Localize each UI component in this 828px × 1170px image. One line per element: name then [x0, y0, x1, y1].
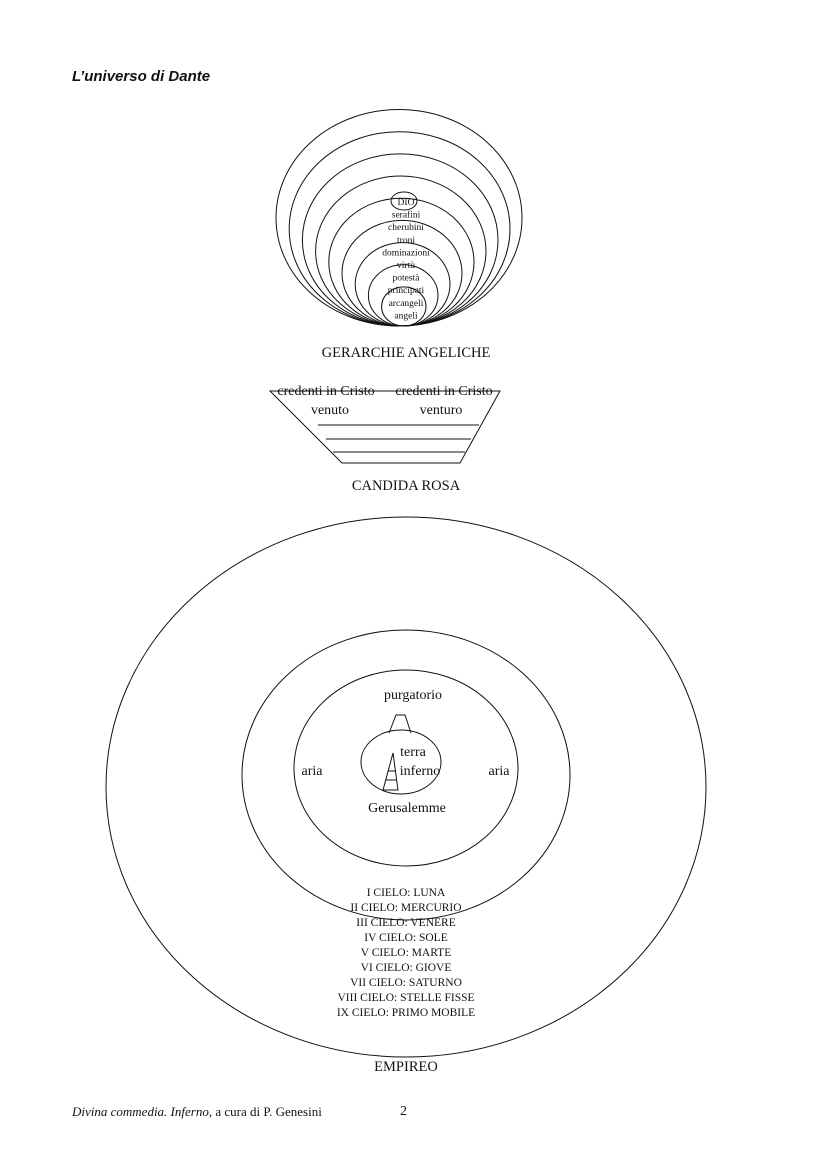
earth-ellipse — [361, 730, 441, 794]
rose-left-label-2: venuto — [310, 403, 350, 418]
heaven-label: III CIELO: VENERE — [356, 917, 456, 929]
hierarchy-label: arcangeli — [388, 298, 424, 309]
rose-caption: CANDIDA ROSA — [351, 478, 461, 494]
footer-credit — [72, 1104, 322, 1120]
footer-book-title: Divina commedia. Inferno — [72, 1104, 209, 1119]
heaven-label: II CIELO: MERCURIO — [350, 902, 462, 914]
aria-left-label: aria — [301, 764, 323, 779]
angelic-hierarchies — [276, 110, 522, 361]
inferno-label: inferno — [399, 764, 441, 779]
footer-curator: , a cura di P. Genesini — [208, 1104, 322, 1119]
rose-right-label: credenti in Cristo — [395, 384, 493, 399]
heaven-label: VI CIELO: GIOVE — [360, 962, 452, 974]
hierarchy-label: potestà — [392, 273, 420, 284]
empyrean-caption: EMPIREO — [374, 1059, 438, 1075]
heaven-label: IV CIELO: SOLE — [364, 932, 448, 944]
hierarchy-label: troni — [397, 235, 415, 246]
page-title: L’universo di Dante — [72, 68, 211, 85]
hierarchy-label: virtù — [397, 261, 415, 271]
rose-right-label-2: venturo — [419, 403, 463, 418]
heaven-label: IX CIELO: PRIMO MOBILE — [336, 1007, 476, 1019]
gerusalemme-label: Gerusalemme — [368, 801, 446, 816]
aria-right-label: aria — [488, 764, 510, 779]
hierarchy-label: serafini — [391, 210, 421, 221]
purgatorio-label: purgatorio — [383, 688, 443, 703]
terra-label: terra — [400, 745, 426, 760]
heaven-label: I CIELO: LUNA — [366, 887, 446, 899]
rose-left-label: credenti in Cristo — [277, 384, 375, 399]
heaven-label: VIII CIELO: STELLE FISSE — [337, 992, 475, 1004]
hierarchy-label: dominazioni — [382, 248, 430, 259]
hierarchy-label: DIO — [397, 198, 415, 208]
hierarchy-label: principati — [387, 286, 425, 297]
cosmos — [106, 517, 706, 1075]
heaven-label: VII CIELO: SATURNO — [350, 977, 462, 989]
heaven-label: V CIELO: MARTE — [360, 947, 452, 959]
hierarchies-caption: GERARCHIE ANGELICHE — [321, 345, 491, 361]
candida-rosa — [270, 384, 500, 494]
empyrean-ellipse — [106, 517, 706, 1057]
page-number: 2 — [400, 1104, 407, 1119]
hierarchy-label: angeli — [394, 311, 418, 322]
hierarchy-label: cherubini — [388, 223, 424, 234]
